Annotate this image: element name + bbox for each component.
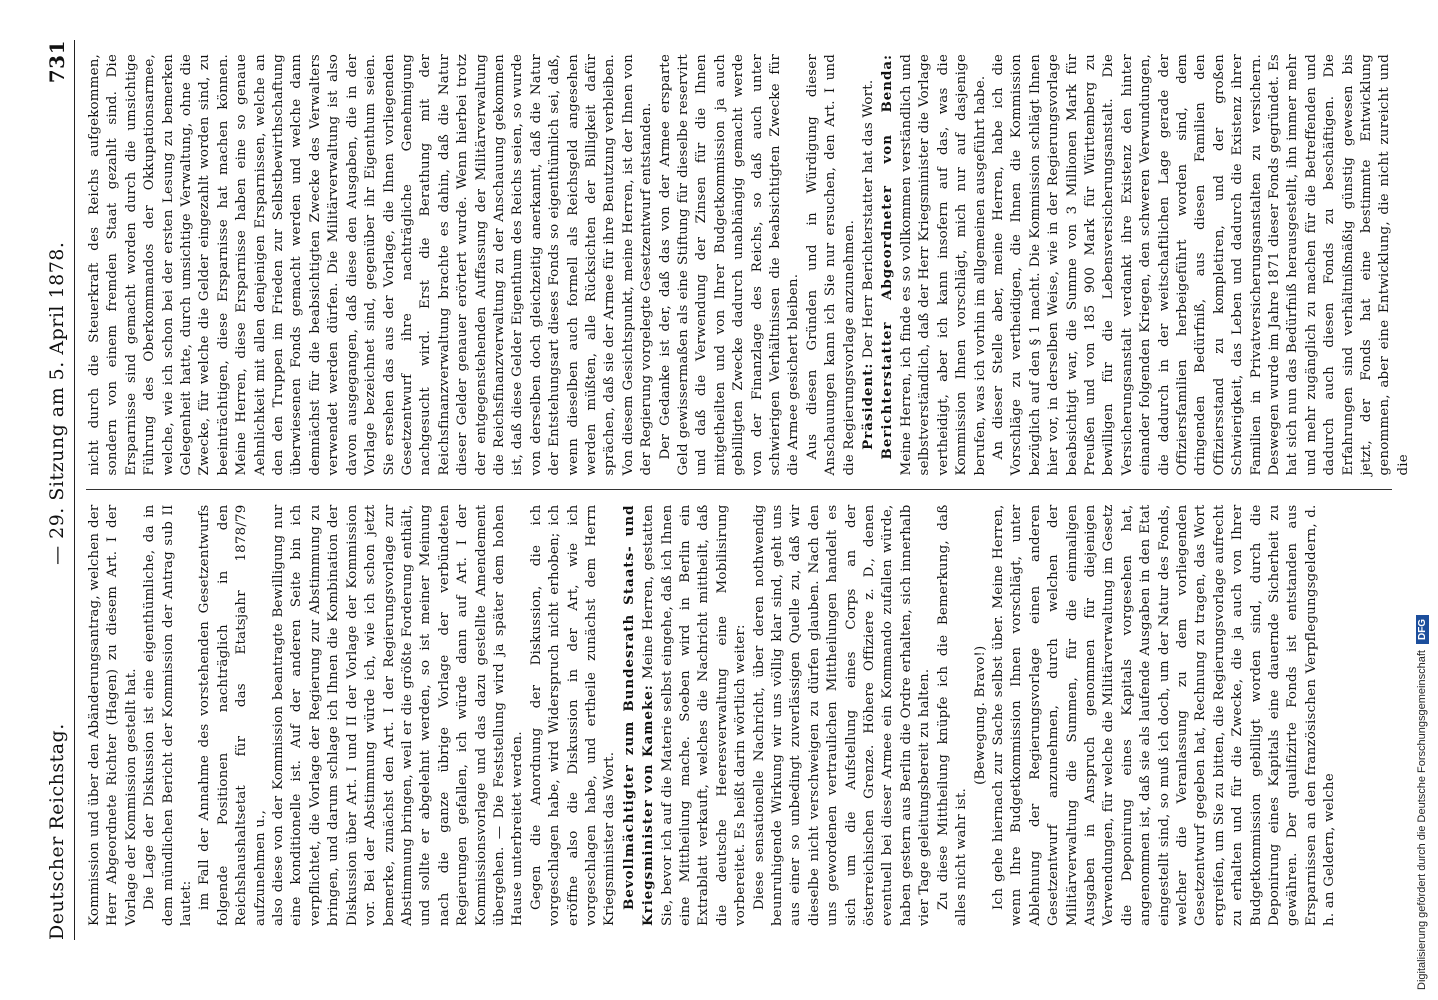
- watermark: [1406, 0, 1438, 990]
- paragraph: Diese sensationelle Nachricht, über deren nothwendig beunruhigende Wirkung wir uns völlig klar sind, geht uns aus einer so unbedingt zuverlässigen Quelle zu, daß wir dieselbe nicht verschweigen zu dürfen glauben. Nach den uns gewordenen vertraulichen Mittheilungen handelt es sich um die Aufstellung eines Corps an der österreichischen Grenze. Höhere Offiziere z. D., denen eventuell bei dieser Armee ein Kommando zufallen würde, haben gestern aus Berlin die Ordre erhalten, sich innerhalb vier Tage geleitungsbereit zu halten.: [751, 504, 933, 926]
- column-left: [86, 491, 1392, 941]
- paragraph: Kommission und über den Abänderungsantrag, welchen der Herr Abgeordnete Richter (Hagen) zu diesem Art. I der Vorlage der Kommission gestellt hat.: [87, 504, 139, 926]
- paragraph: also diese von der Kommission beantragte Bewilligung nur eine konditionelle ist. Auf der anderen Seite bin ich verpflichtet, die Vorlage der Regierung zur Abstimmung zu bringen, und darum schlage ich Ihnen die Kombination der Diskussion über Art. I und II der Vorlage der Kommission vor. Bei der Abstimmung würde ich, wie ich schon jetzt bemerke, zunächst den Art. I der Regierungsvorlage zur Abstimmung bringen, weil er die größte Forderung enthält, und sollte er abgelehnt werden, so ist meiner Meinung nach die ganze übrige Vorlage der verbündeten Regierungen gefallen, ich würde dann auf Art. I der Kommissionsvorlage und das dazu gestellte Amendement übergehen. — Die Feststellung wird ja später dem hohen Hause unterbreitet werden.: [271, 504, 526, 926]
- paragraph: Die Lage der Diskussion ist eine eigenthümliche, da in dem mündlichen Bericht der Kommission der Antrag sub II lautet:: [142, 504, 195, 926]
- header-center: — 29. Sitzung am 5. April 1878.: [46, 241, 68, 565]
- column-right: [86, 40, 1411, 490]
- dfg-logo: DFG: [1416, 615, 1429, 644]
- paragraph: An dieser Stelle aber, meine Herren, habe ich die Vorschläge zu vertheidigen, die Ihnen die Kommission bezüglich auf den § 1 macht. Die Kommission schlägt Ihnen hier vor, in derselben Weise, wie in der Regierungsvorlage beabsichtigt war, die Summe von 3 Millionen Mark für Preußen und von 185 900 Mark für Württemberg zu bewilligen für die Lebensversicherungsanstalt. Die Versicherungsanstalt verdankt ihre Existenz den hinter einander folgenden Kriegen, den schweren Verwundungen, die dadurch in der weitschaftlichen Lage gerade der Offiziersfamilien herbeigeführt worden sind, dem dringenden Bedürfniß, aus diesen Familien den Offiziersstand zu kompletiren, und der großen Schwierigkeit, das Leben und dadurch die Existenz ihrer Familien in Privatversicherungsanstalten zu versichern. Deswegen wurde im Jahre 1871 dieser Fonds gegründet. Es hat sich nun das Bedürfniß herausgestellt, ihn immer mehr und mehr zugänglich zu machen für die Betreffenden und dadurch auch diesen Fonds zu beschäftigen. Die Erfahrungen sind verhältnißmäßig günstig gewesen bis jetzt, der Fonds hat eine bestimmte Entwicklung genommen, aber eine Entwicklung, die nicht zureicht und die: [990, 54, 1411, 476]
- watermark-text: Digitalisierung gefördert durch die Deutsche Forschungsgemeinschaft: [1416, 650, 1428, 990]
- paragraph: Ich gehe hiernach zur Sache selbst über. Meine Herren, wenn Ihre Budgetkommission Ihnen vorschlägt, unter Ablehnung der Regierungsvorlage einen anderen Gesetzentwurf anzunehmen, durch welchen der Militärverwaltung die Summen, für die einmaligen Ausgaben in Anspruch genommen für diejenigen Verwendungen, für welche die Militärverwaltung im Gesetz die Deponirung eines Kapitals vorgesehen hat, angenommen ist, daß sie als laufende Ausgaben in den Etat eingestellt sind, so muß ich doch, um der Natur des Fonds, welcher die Veranlassung zu dem vorliegenden Gesetzentwurf gegeben hat, Rechnung zu tragen, das Wort ergreifen, um Sie zu bitten, die Regierungsvorlage aufrecht zu erhalten und für die Zwecke, die ja auch von Ihrer Budgetkommission gebilligt worden sind, durch die Deponirung eines Kapitals eine dauernde Sicherheit zu gewähren. Der qualifizirte Fonds ist entstanden aus Ersparnissen an den französischen Verpflegungsgeldern, d. h. an Geldern, welche: [990, 504, 1338, 926]
- header-left: Deutscher Reichstag.: [46, 723, 68, 940]
- paragraph: Zu diese Mittheilung knüpfe ich die Bemerkung, daß alles nicht wahr ist.: [935, 504, 970, 926]
- paragraph: (Bewegung. Bravo!): [972, 645, 988, 785]
- paragraph: im Fall der Annahme des vorstehenden Gesetzentwurfs folgende Positionen nachträglich in den Reichshaushaltsetat für das Etatsjahr 1878/79 aufzunehmen u.,: [197, 504, 268, 926]
- watermark-strip: [1400, 0, 1432, 1000]
- page-number: 731: [45, 40, 69, 84]
- speaker-label: Präsident:: [860, 362, 877, 450]
- paragraph: Präsident: Der Herr Berichterstatter hat das Wort.: [860, 79, 877, 450]
- paragraph: Aus diesen Gründen und in Würdigung dieser Anschauungen kann ich Sie nur ersuchen, den Art. I und die Regierungsvorlage anzunehmen.: [804, 54, 857, 476]
- speaker-label: Berichterstatter Abgeordneter von Benda:: [879, 54, 896, 460]
- speaker-label: Bevollmächtigter zum Bundesrath Staats- und Kriegsminister von Kameke:: [620, 504, 657, 926]
- paragraph: Bevollmächtigter zum Bundesrath Staats- und Kriegsminister von Kameke: Meine Herren, gestatten Sie, bevor ich auf die Materie selbst eingehe, daß ich Ihnen eine Mittheilung mache. Soeben wird in Berlin ein Extrablatt verkauft, welches die Nachricht mittheilt, daß die deutsche Heeresverwaltung eine Mobilisirung vorbereitet. Es heißt darin wörtlich weiter:: [620, 504, 749, 926]
- paragraph: Berichterstatter Abgeordneter von Benda: Meine Herren, ich finde es so vollkommen verständlich und selbstverständlich, daß der Herr Kriegsminister die Vorlage vertheidigt, aber ich kann insofern auf das, was die Kommission Ihnen vorschlägt, mich nur auf dasjenige berufen, was ich vorhin im allgemeinen ausgeführt habe.: [879, 54, 988, 476]
- paragraph: Gegen die Anordnung der Diskussion, die ich vorgeschlagen habe, wird Widerspruch nicht erhoben; ich eröffne also die Diskussion in der Art, wie ich vorgeschlagen habe, und ertheile zunächst dem Herrn Kriegsminister das Wort.: [528, 504, 618, 926]
- text-columns: [86, 40, 1411, 940]
- paragraph: nicht durch die Steuerkraft des Reichs aufgekommen, sondern von einem fremden Staat gezahlt sind. Die Ersparnisse sind gemacht worden durch die umsichtige Führung des Oberkommandos der Okkupationsarmee, welche, wie ich schon bei der ersten Lesung zu bemerken Gelegenheit hatte, durch umsichtige Verwaltung, ohne die Zwecke, für welche die Gelder eingezahlt worden sind, zu beeinträchtigen, diese Ersparnisse hat machen können. Meine Herren, diese Ersparnisse haben eine so genaue Aehnlichkeit mit allen denjenigen Ersparnissen, welche an den den Truppen im Frieden zur Selbstbewirthschaftung überwiesenen Fonds gemacht werden und welche dann demnächst für die beabsichtigten Zwecke des Verwalters verwendet werden dürfen. Die Militärverwaltung ist also davon ausgegangen, daß diese den Ausgaben, die in der Vorlage bezeichnet sind, gegenüber ihr Eigenthum seien. Sie ersehen das aus der Vorlage, die Ihnen vorliegenden Gesetzentwurf ihre nachträgliche Genehmigung nachgesucht wird. Erst die Berathung mit der Reichsfinanzverwaltung brachte es dahin, daß die Natur dieser Gelder genauer erörtert wurde. Wenn hierbei trotz der entgegenstehenden Auffassung der Militärverwaltung die Reichsfinanzverwaltung zu der Anschauung gekommen ist, daß diese Gelder Eigenthum des Reichs seien, so wurde von derselben doch gleichzeitig anerkannt, daß die Natur der Entstehungsart dieses Fonds so eigenthümlich sei, daß, wenn dieselben auch formell als Reichsgeld angesehen werden müßten, alle Rücksichten der Billigkeit dafür sprächen, daß sie der Armee für ihre Benutzung verbleiben. Von diesem Gesichtspunkt, meine Herren, ist der Ihnen von der Regierung vorgelegte Gesetzentwurf entstanden.: [87, 54, 655, 476]
- page-header: [40, 40, 75, 940]
- paragraph: Der Gedanke ist der, daß das von der Armee ersparte Geld gewissermaßen als eine Stiftung für dieselbe reservirt und daß die Verwendung der Zinsen für die Ihnen mitgetheilten und von Ihrer Budgetkommission ja auch gebilligten Zwecke dadurch unabhängig gemacht werde von der Finanzlage des Reichs, so daß auch unter schwierigen Verhältnissen die beabsichtigten Zwecke für die Armee gesichert bleiben.: [657, 54, 802, 476]
- column-divider: [86, 490, 1392, 491]
